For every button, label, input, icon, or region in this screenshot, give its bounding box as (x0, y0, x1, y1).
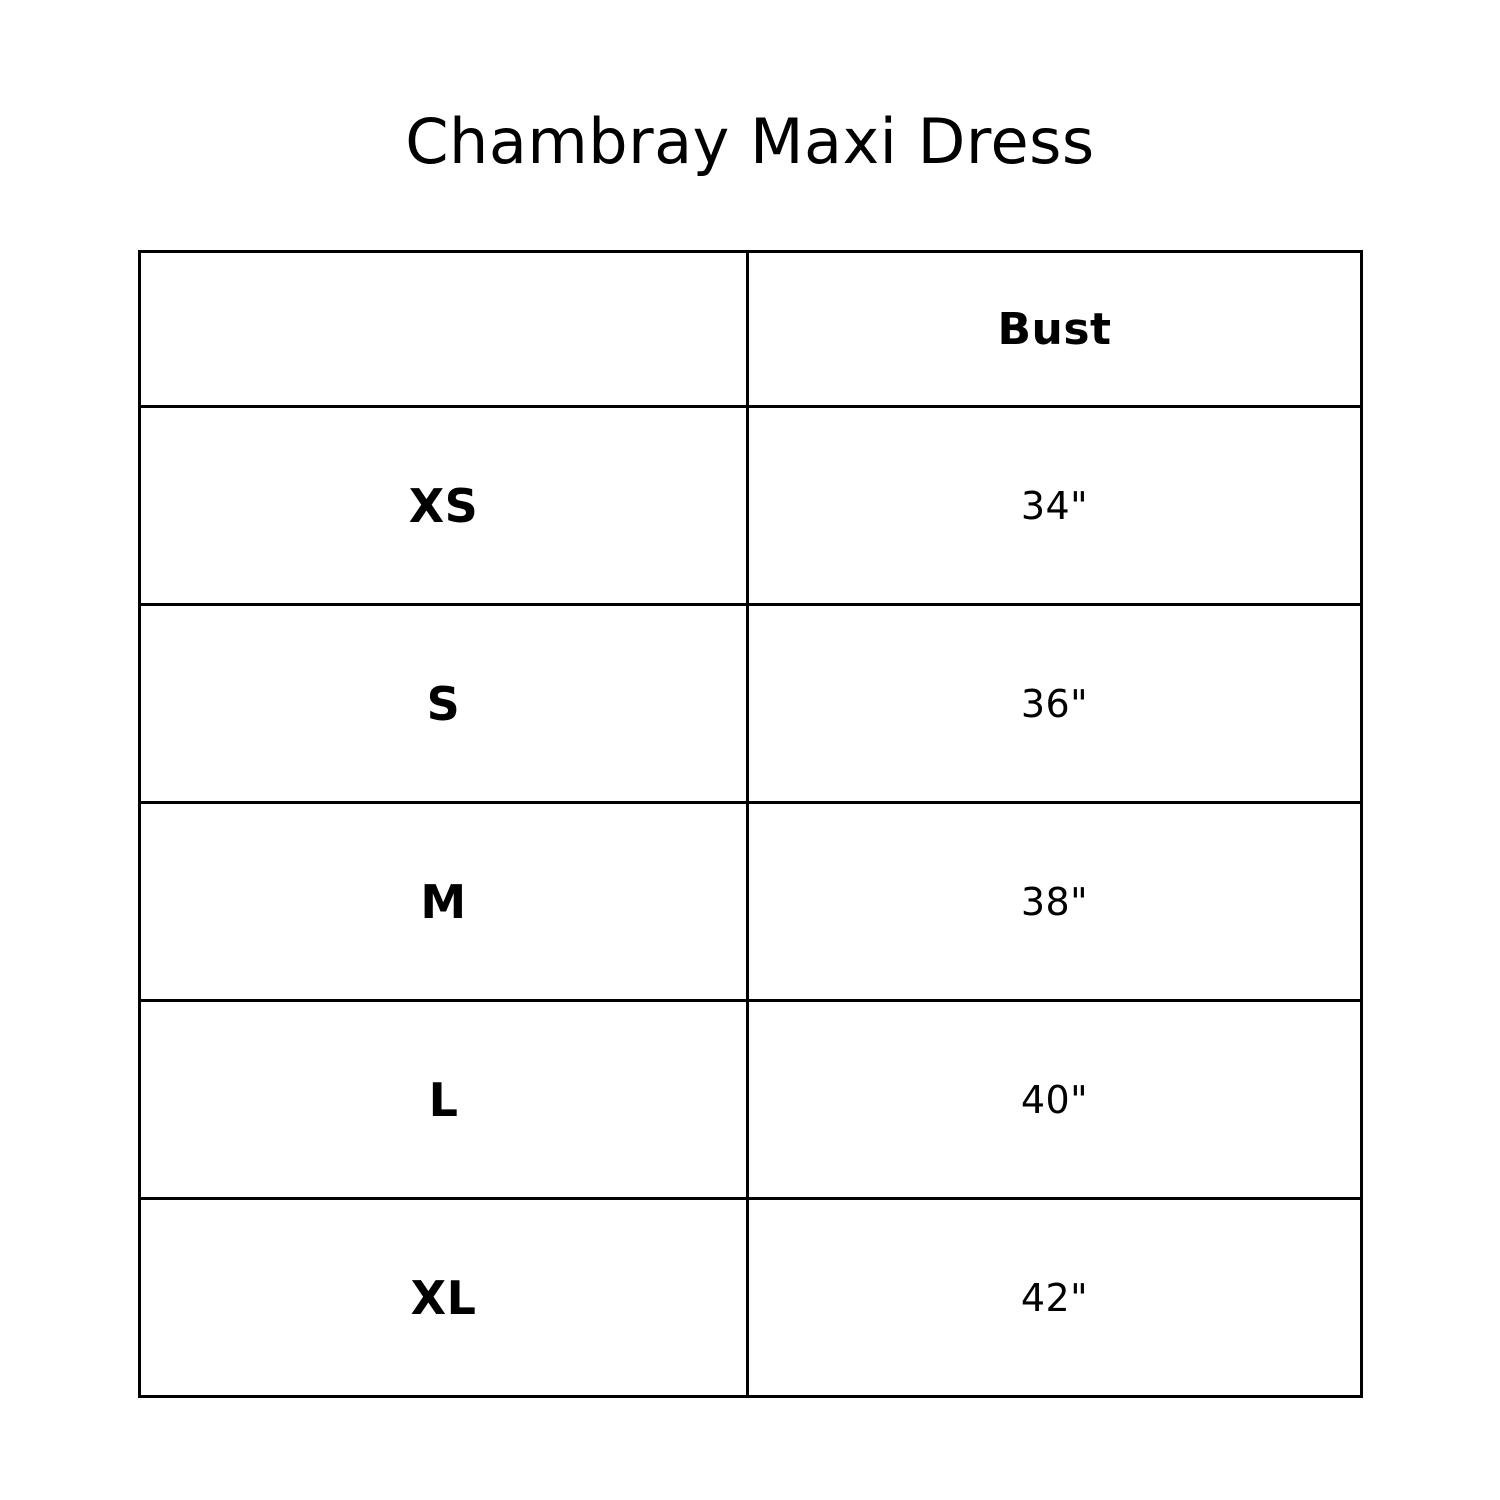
header-cell-size (140, 252, 748, 407)
cell-bust: 38" (748, 803, 1362, 1001)
cell-bust: 34" (748, 407, 1362, 605)
cell-bust: 40" (748, 1001, 1362, 1199)
page-title: Chambray Maxi Dress (405, 105, 1095, 178)
table-row (140, 407, 1362, 605)
table-row (140, 803, 1362, 1001)
cell-bust: 42" (748, 1199, 1362, 1397)
table-header-row (140, 252, 1362, 407)
header-cell-bust: Bust (748, 252, 1362, 407)
size-chart-table (138, 250, 1363, 1398)
table-row (140, 1001, 1362, 1199)
cell-size: XS (140, 407, 748, 605)
cell-size: S (140, 605, 748, 803)
cell-size: L (140, 1001, 748, 1199)
table-row (140, 605, 1362, 803)
cell-bust: 36" (748, 605, 1362, 803)
cell-size: XL (140, 1199, 748, 1397)
table-row (140, 1199, 1362, 1397)
cell-size: M (140, 803, 748, 1001)
